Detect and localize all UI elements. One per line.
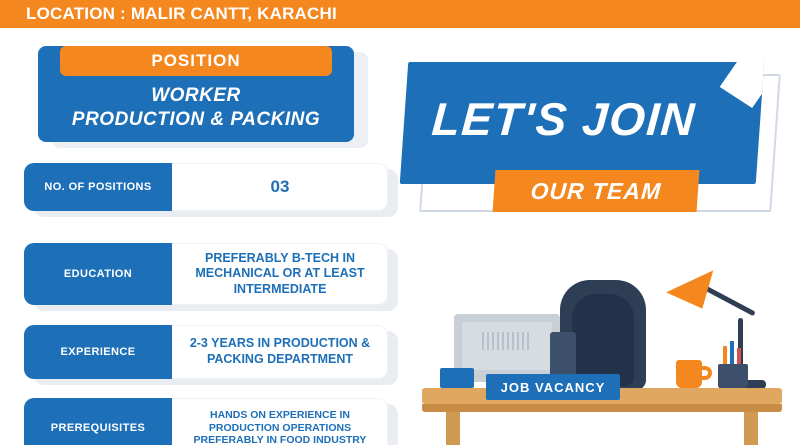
banner-subtitle: OUR TEAM (529, 177, 663, 204)
desk-leg-left (446, 412, 460, 445)
position-title-line1: WORKER (151, 85, 241, 106)
position-header (60, 46, 332, 76)
banner-subtitle-box (493, 170, 700, 212)
banner-title: LET'S JOIN (430, 93, 698, 145)
books-icon (440, 368, 474, 388)
monitor-grill (482, 332, 530, 350)
row-label-positions: NO. OF POSITIONS (24, 163, 172, 211)
row-label-education: EDUCATION (24, 243, 172, 305)
detail-row-prerequisites (24, 398, 388, 445)
office-chair-inner (572, 294, 634, 386)
row-label-prerequisites: PREREQUISITES (24, 398, 172, 445)
coffee-cup-icon (676, 360, 702, 388)
location-bar (0, 0, 800, 28)
job-vacancy-sign (486, 374, 620, 400)
position-header-label: POSITION (151, 51, 241, 70)
row-value-prerequisites: HANDS ON EXPERIENCE IN PRODUCTION OPERATIONS PREFERABLY IN FOOD INDUSTRY (193, 409, 367, 445)
position-title (38, 84, 354, 133)
coffee-cup-handle (700, 366, 712, 380)
desk-leg-right (744, 412, 758, 445)
desk-edge (422, 404, 782, 412)
position-title-line2: PRODUCTION & PACKING (71, 109, 321, 131)
row-value-education: PREFERABLY B-TECH IN MECHANICAL OR AT LEAST INTERMEDIATE (195, 250, 365, 296)
row-value-positions: 03 (270, 177, 290, 197)
pen-holder-icon (718, 364, 748, 388)
detail-row-experience (24, 325, 388, 379)
desk-illustration (400, 236, 800, 445)
row-value-experience: 2-3 YEARS IN PRODUCTION & PACKING DEPARTMENT (189, 336, 371, 366)
detail-row-education (24, 243, 388, 305)
job-vacancy-sign-text: JOB VACANCY (500, 379, 606, 395)
location-text: LOCATION : MALIR CANTT, KARACHI (26, 4, 337, 23)
desk-lamp-icon (666, 270, 726, 319)
detail-row-positions (24, 163, 388, 211)
row-label-experience: EXPERIENCE (24, 325, 172, 379)
